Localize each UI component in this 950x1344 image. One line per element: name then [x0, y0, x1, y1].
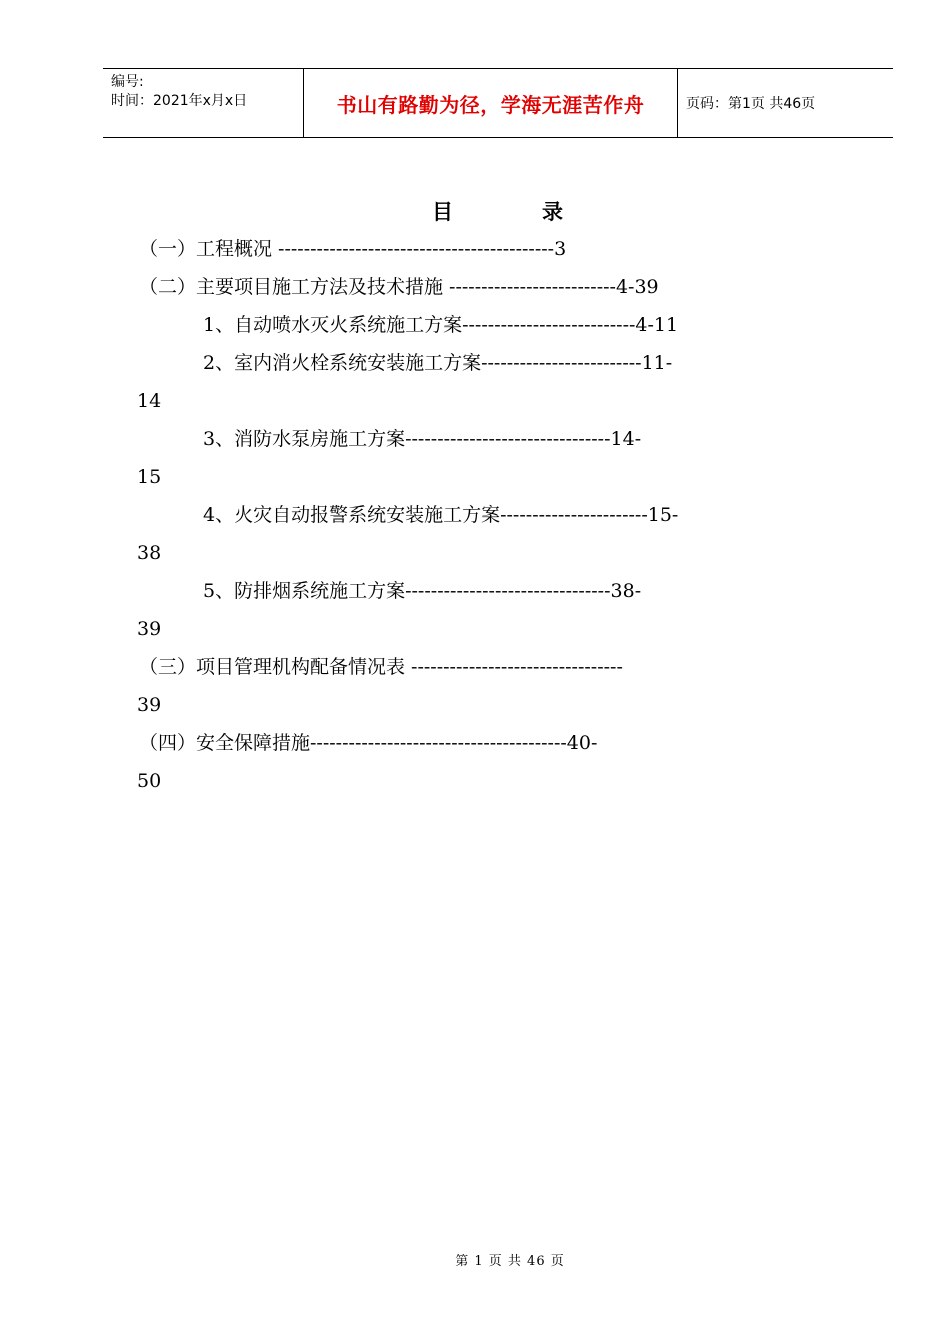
- toc-entry-wrap: 15: [137, 466, 162, 488]
- toc-entry: （三）项目管理机构配备情况表 ---------------------------------: [139, 656, 623, 678]
- toc-entry-wrap: 14: [137, 390, 162, 412]
- toc-entry: 3、消防水泵房施工方案--------------------------------14-: [203, 428, 642, 450]
- time-label: 时间：2021年x月x日: [111, 93, 248, 109]
- document-header: [103, 68, 893, 138]
- toc-entry-wrap: 50: [137, 770, 162, 792]
- toc-entry: （一）工程概况 -------------------------------------------3: [139, 238, 567, 260]
- motto-text: 书山有路勤为径，学海无涯苦作舟: [336, 92, 645, 117]
- toc-entry: 5、防排烟系统施工方案--------------------------------38-: [203, 580, 642, 602]
- toc-entry: 4、火灾自动报警系统安装施工方案-----------------------15-: [203, 504, 679, 526]
- toc-entry: 2、室内消火栓系统安装施工方案-------------------------11-: [203, 352, 673, 374]
- toc-title-char-2: 录: [542, 199, 563, 224]
- toc-entry-wrap: 39: [137, 618, 162, 640]
- toc-entry: （二）主要项目施工方法及技术措施 --------------------------4-39: [139, 276, 659, 298]
- toc-entry: （四）安全保障措施----------------------------------------40-: [139, 732, 598, 754]
- toc-title-char-1: 目: [432, 199, 453, 224]
- number-label: 编号:: [111, 74, 144, 90]
- toc-entry-wrap: 39: [137, 694, 162, 716]
- toc-entry: 1、自动喷水灭火系统施工方案---------------------------4-11: [203, 314, 679, 336]
- header-motto-cell: [304, 69, 678, 137]
- header-meta-cell: [103, 69, 304, 137]
- page-footer: 第 1 页 共 46 页: [455, 1254, 565, 1269]
- toc-entry-wrap: 38: [137, 542, 162, 564]
- page-info: 页码：第1页 共46页: [686, 96, 816, 112]
- header-page-cell: [678, 69, 893, 137]
